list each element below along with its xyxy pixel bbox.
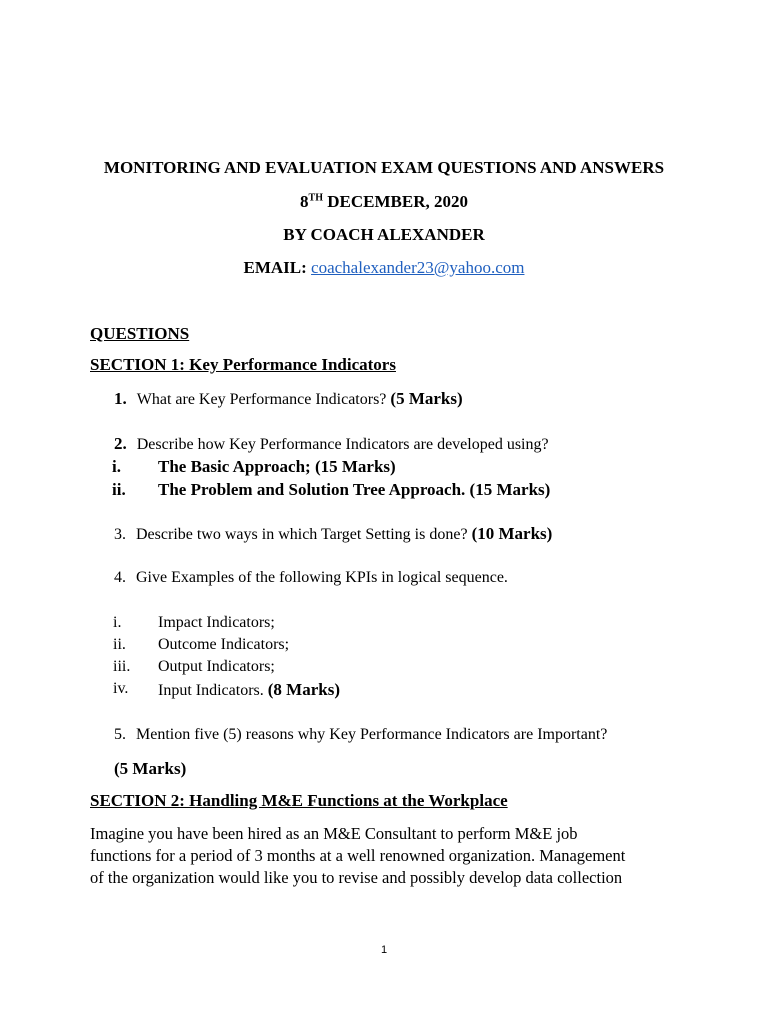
question-1-marks: (5 Marks) bbox=[390, 389, 463, 408]
date-rest: DECEMBER, 2020 bbox=[322, 192, 468, 211]
questions-heading: QUESTIONS bbox=[90, 324, 190, 343]
question-3-text: Describe two ways in which Target Setting is done? bbox=[136, 526, 472, 543]
document-date bbox=[0, 192, 768, 212]
question-1-text: What are Key Performance Indicators? bbox=[136, 391, 391, 408]
question-2-text: Describe how Key Performance Indicators are developed using? bbox=[136, 436, 549, 453]
section2-line-3: of the organization would like you to revise and possibly develop data collection bbox=[90, 868, 623, 887]
question-5-marks: (5 Marks) bbox=[114, 759, 187, 778]
question-5-number: 5. bbox=[114, 726, 126, 743]
question-1-number: 1. bbox=[114, 389, 127, 408]
question-5 bbox=[114, 726, 607, 744]
question-4-item-2-number: ii. bbox=[113, 636, 126, 653]
question-2-number: 2. bbox=[114, 434, 127, 453]
section1-heading: SECTION 1: Key Performance Indicators bbox=[90, 355, 396, 374]
question-4-text: Give Examples of the following KPIs in logical sequence. bbox=[136, 569, 508, 586]
section2-heading: SECTION 2: Handling M&E Functions at the Workplace bbox=[90, 791, 508, 810]
question-4-item-1-number: i. bbox=[113, 614, 122, 631]
document-author: BY COACH ALEXANDER bbox=[283, 225, 485, 244]
question-2-item-1-number: i. bbox=[112, 457, 121, 476]
section2-line-2: functions for a period of 3 months at a well renowned organization. Management bbox=[90, 846, 626, 865]
question-4-item-1-text: Impact Indicators; bbox=[158, 614, 275, 631]
date-day: 8 bbox=[300, 192, 309, 211]
document-title: MONITORING AND EVALUATION EXAM QUESTIONS AND ANSWERS bbox=[103, 158, 665, 177]
question-2-item-2-text: The Problem and Solution Tree Approach. (15 Marks) bbox=[158, 480, 551, 499]
question-4-item-4 bbox=[158, 680, 340, 700]
question-4-item-3-text: Output Indicators; bbox=[158, 658, 275, 675]
question-2 bbox=[114, 434, 549, 454]
email-link[interactable]: coachalexander23@yahoo.com bbox=[311, 258, 525, 277]
question-4-item-4-text: Input Indicators. bbox=[158, 682, 268, 699]
question-4-item-4-number: iv. bbox=[113, 680, 129, 697]
section2-paragraph bbox=[90, 823, 625, 889]
email-line bbox=[0, 258, 768, 278]
question-4 bbox=[114, 569, 508, 587]
question-4-item-3-number: iii. bbox=[113, 658, 131, 675]
question-3-marks: (10 Marks) bbox=[471, 524, 553, 543]
question-2-item-2-number: ii. bbox=[112, 480, 126, 499]
question-5-text: Mention five (5) reasons why Key Performance Indicators are Important? bbox=[136, 726, 608, 743]
question-1 bbox=[114, 389, 463, 409]
question-4-item-2-text: Outcome Indicators; bbox=[158, 636, 290, 653]
question-4-marks: (8 Marks) bbox=[267, 680, 340, 699]
question-3-number: 3. bbox=[114, 526, 126, 543]
email-label: EMAIL: bbox=[243, 258, 312, 277]
date-superscript: TH bbox=[308, 192, 323, 204]
section2-line-1: Imagine you have been hired as an M&E Consultant to perform M&E job bbox=[90, 824, 578, 843]
question-4-number: 4. bbox=[114, 569, 126, 586]
question-2-item-1-text: The Basic Approach; (15 Marks) bbox=[158, 457, 396, 476]
page-number: 1 bbox=[380, 944, 388, 956]
question-3 bbox=[114, 524, 552, 544]
